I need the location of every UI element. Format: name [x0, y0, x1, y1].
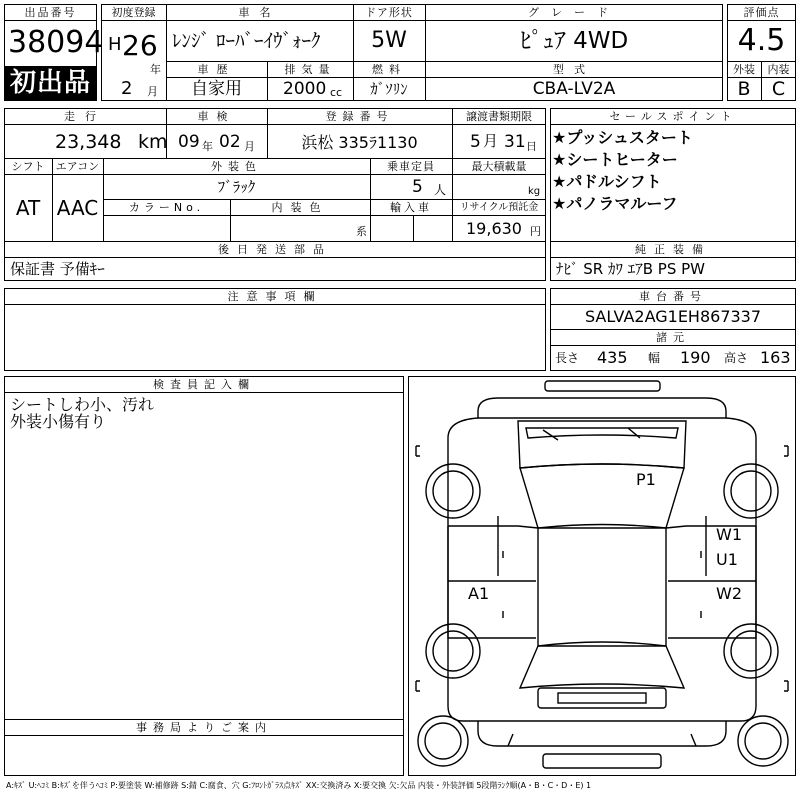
inspection-month: 02	[219, 132, 241, 152]
aircon-label: エアコン	[55, 160, 100, 173]
score-value: 4.5	[737, 23, 786, 58]
recycle-value: 19,630	[466, 219, 522, 238]
interior-score-label: 内装	[767, 63, 790, 76]
transfer-day-unit: 日	[526, 140, 537, 153]
exterior-score-label: 外装	[733, 63, 755, 76]
damage-mark-p1: P1	[636, 470, 656, 489]
capacity-value: 5	[412, 177, 423, 197]
damage-mark-a1: A1	[468, 584, 490, 603]
equipment-value: ﾅﾋﾞ SR ｶﾜ ｴｱB PS PW	[556, 260, 706, 278]
width-value: 190	[680, 348, 711, 367]
selling-point-item: ★パノラマルーフ	[552, 194, 678, 213]
car-name-label: 車名	[238, 6, 281, 19]
registration-label: 初度登録	[111, 6, 156, 19]
history-value: 自家用	[191, 79, 242, 99]
height-label: 高さ	[724, 351, 749, 365]
capacity-unit: 人	[434, 183, 447, 197]
transfer-month: 5	[470, 132, 481, 152]
registration-month-unit: 月	[147, 85, 158, 98]
max-load-unit: kg	[528, 186, 541, 197]
displacement-unit: cc	[330, 86, 343, 99]
max-load-label: 最大積載量	[471, 160, 527, 173]
history-label: 車歴	[197, 63, 236, 76]
legend: A:ｷｽﾞ U:ﾍｺﾐ B:ｷｽﾞを伴うﾍｺﾐ P:要塗装 W:補修跡 S:錆 C:腐食、穴 G:ﾌﾛﾝﾄｶﾞﾗｽ点ｷｽﾞ XX:交換済み X:要交換 欠:欠品 内装・外装評価 5段階ﾗﾝｸ順(A・B・C・D・E) 1	[6, 781, 592, 790]
inspection-year-unit: 年	[202, 140, 213, 153]
length-value: 435	[597, 348, 628, 367]
selling-point-item: ★シートヒーター	[552, 150, 678, 169]
later-parts-value: 保証書 予備ｷｰ	[10, 260, 105, 278]
fuel-label: 燃料	[372, 63, 406, 76]
car-name-value: ﾚﾝｼﾞ ﾛｰﾊﾞｰｲｳﾞｫｰｸ	[172, 30, 321, 52]
inspector-line: 外装小傷有り	[10, 412, 107, 431]
import-label: 輸入車	[390, 201, 432, 214]
transfer-month-unit: 月	[483, 132, 499, 150]
first-listing-badge: 初出品	[4, 66, 97, 101]
selling-point-item: ★パドルシフト	[552, 172, 662, 191]
fuel-value: ｶﾞｿﾘﾝ	[370, 80, 408, 98]
grade-label: グレード	[528, 6, 620, 19]
exterior-color-label: 外装色	[211, 160, 262, 173]
recycle-unit: 円	[530, 225, 541, 238]
width-label: 幅	[648, 351, 661, 365]
damage-mark-u1: U1	[716, 550, 738, 569]
shift-label: シフト	[11, 160, 45, 173]
recycle-label: リサイクル預託金	[459, 202, 539, 213]
registration-era: H	[108, 34, 122, 55]
plate-label: 登録番号	[325, 110, 394, 123]
damage-mark-w2: W2	[716, 584, 742, 603]
equipment-label: 純正装備	[635, 243, 711, 256]
inspection-year: 09	[178, 132, 200, 152]
lot-number: 38094	[8, 25, 104, 60]
plate-value: 浜松 335ﾗ1130	[301, 133, 418, 152]
model-label: 型式	[553, 63, 595, 76]
registration-month: 2	[121, 78, 133, 99]
capacity-label: 乗車定員	[387, 160, 435, 173]
registration-year-unit: 年	[150, 63, 161, 76]
inspector-box	[4, 376, 404, 776]
interior-score: C	[771, 78, 786, 100]
displacement-label: 排気量	[284, 63, 336, 76]
shift-value: AT	[15, 196, 41, 220]
grade-value: ﾋﾟｭｱ 4WD	[519, 28, 629, 54]
transfer-label: 譲渡書類期限	[466, 110, 532, 123]
notes-label: 注意事項欄	[227, 290, 323, 303]
score-label: 評価点	[743, 6, 780, 19]
door-label: ドア形状	[365, 6, 413, 19]
mileage-label: 走行	[64, 110, 106, 123]
later-parts-label: 後日発送部品	[218, 243, 332, 256]
mileage-unit: km	[138, 131, 168, 153]
exterior-score: B	[737, 78, 751, 100]
interior-color-label: 内装色	[271, 201, 329, 214]
height-value: 163	[760, 348, 791, 367]
door-value: 5W	[371, 28, 407, 53]
exterior-color-value: ﾌﾞﾗｯｸ	[217, 178, 256, 196]
transfer-day: 31	[504, 132, 526, 152]
chassis-label: 車台番号	[639, 290, 707, 303]
car-diagram	[408, 376, 796, 776]
registration-year: 26	[122, 29, 158, 62]
inspection-label: 車検	[197, 110, 236, 123]
aircon-value: AAC	[56, 196, 99, 220]
length-label: 長さ	[555, 351, 580, 365]
dimensions-label: 諸元	[656, 331, 690, 344]
model-value: CBA-LV2A	[532, 79, 616, 99]
mileage-value: 23,348	[55, 131, 122, 153]
selling-points-label: セールスポイント	[609, 110, 737, 123]
inspector-label: 検査員記入欄	[153, 378, 255, 391]
lot-label: 出品番号	[24, 6, 77, 19]
chassis-value: SALVA2AG1EH867337	[584, 307, 762, 326]
selling-point-item: ★プッシュスタート	[552, 128, 693, 147]
interior-color-unit: 系	[356, 225, 367, 238]
office-label: 事務局よりご案内	[136, 721, 272, 734]
color-no-label: カラーNo.	[128, 201, 205, 214]
damage-mark-w1: W1	[716, 525, 742, 544]
inspector-line: シートしわ小、汚れ	[10, 395, 155, 414]
displacement-value: 2000	[283, 79, 327, 99]
inspection-month-unit: 月	[244, 140, 255, 153]
